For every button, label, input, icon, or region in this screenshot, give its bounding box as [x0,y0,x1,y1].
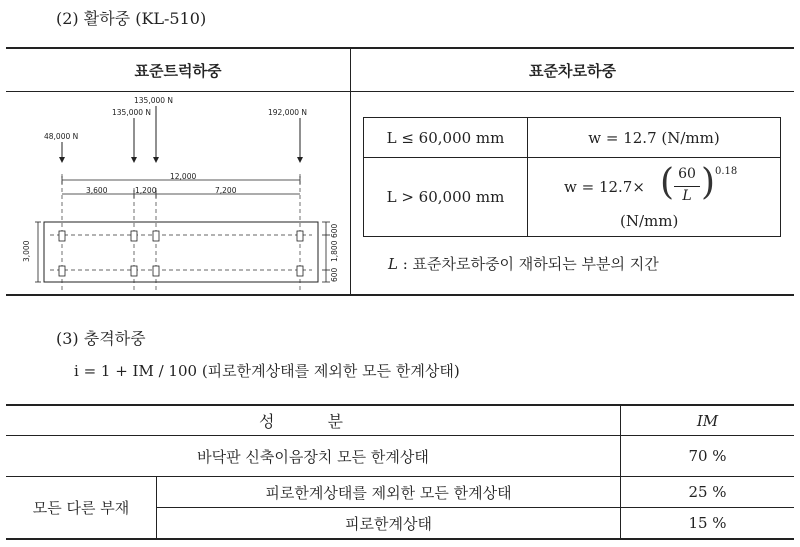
col-header-truck: 표준트럭하중 [134,61,222,80]
row1-value: 70 % [688,447,727,465]
lane-val-2-unit: (N/mm) [620,212,679,230]
label-dim-r3: 600 [330,267,339,282]
note-text: : 표준차로하중이 재하되는 부분의 지간 [397,255,659,273]
fraction-denominator: L [682,188,692,204]
row2-label: 피로한계상태를 제외한 모든 한계상태 [265,483,512,502]
section3-heading: (3) 충격하중 [56,329,146,348]
exponent: 0.18 [715,166,738,177]
lane-cond-1: L ≤ 60,000 mm [386,128,505,147]
lane-val-2: w = 12.7× ( 60 L ) 0.18 (N/mm) [564,162,738,230]
impact-formula: i = 1 + IM / 100 (피로한계상태를 제외한 모든 한계상태) [74,362,460,380]
note-symbol: L [388,255,398,273]
impact-table-bottom [6,538,794,540]
lane-val-1: w = 12.7 (N/mm) [588,128,720,147]
label-load-a: 135,000 N [134,96,174,105]
group-label: 모든 다른 부재 [32,499,130,517]
head-component: 성 분 [259,412,367,431]
row3-label: 피로한계상태 [345,514,432,533]
label-dim-3: 7,200 [215,186,237,195]
section2-heading: (2) 활하중 (KL-510) [56,9,207,28]
fraction-numerator: 60 [678,166,696,182]
lane-cond-2: L > 60,000 mm [386,188,505,206]
col-header-lane: 표준차로하중 [529,61,616,80]
vehicle-outline [44,222,318,282]
label-load-b: 135,000 N [112,108,152,117]
label-dim-r2: 1,800 [330,240,339,262]
label-load-front: 48,000 N [44,132,79,141]
row2-value: 25 % [688,483,727,501]
label-dim-2: 1,200 [135,186,157,195]
row3-value: 15 % [688,514,727,532]
row1-label: 바닥판 신축이음장치 모든 한계상태 [197,447,429,466]
lane-val-2-prefix: w = 12.7× [564,178,645,196]
label-dim-1: 3,600 [86,186,108,195]
lane-note [388,253,659,274]
table-bottom-rule [6,294,794,296]
standard-truck-diagram [6,92,350,294]
label-dim-r1: 600 [330,223,339,238]
label-dim-height: 3,000 [22,240,31,262]
lane-table-bottom [363,236,781,237]
label-dim-total: 12,000 [170,172,197,181]
head-im: IM [696,411,719,430]
label-load-rear: 192,000 N [268,108,308,117]
